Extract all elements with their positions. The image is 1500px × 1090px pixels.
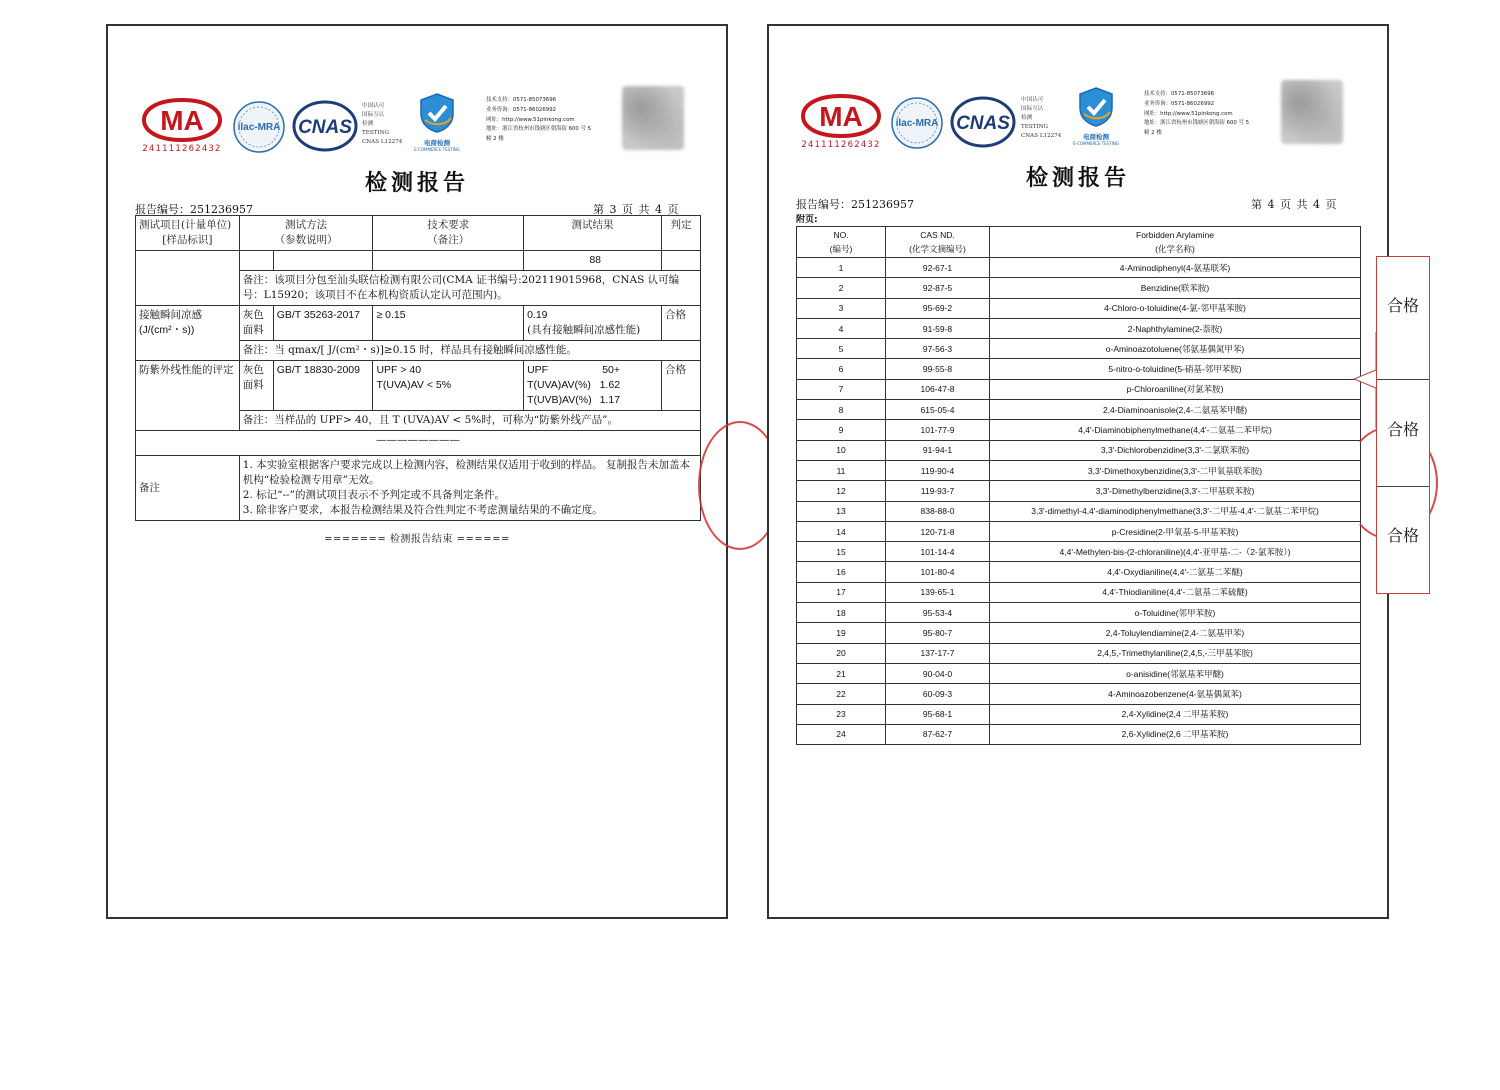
cell-no: 17: [797, 582, 886, 602]
cell-no: 13: [797, 501, 886, 521]
cma-number: 241111262432: [142, 144, 222, 154]
cma-logo: [142, 98, 222, 156]
remarks-row: 备注 1. 本实验室根据客户要求完成以上检测内容，检测结果仅适用于收到的样品。 复制报告未加盖本机构“检验检测专用章”无效。 2. 标记“--”的测试项目表示不予判定或不具备判定条件。 3. 除非客户要求，本报告检测结果及符合性判定不考虑测量结果的不确定度。: [136, 456, 701, 521]
qr-code: [622, 86, 684, 150]
contact-info: 技术支持：0571-85073696 业务咨询：0571-86026992 网址：http://www.51pinkong.com 地址：浙江省杭州市钱塘区朝海街 600 号 5 幢 2 楼: [486, 97, 592, 143]
table-row: [797, 521, 1361, 541]
pass-label: 合格: [1386, 420, 1419, 439]
cell-name: 2,6-Xylidine(2,6 二甲基苯胺): [990, 724, 1361, 744]
cell-name: 3,3'-Dimethoxybenzidine(3,3'-二甲氧基联苯胺): [990, 460, 1361, 480]
table-row: [797, 481, 1361, 501]
table-row-blank: ————————: [136, 431, 701, 456]
cell-no: 20: [797, 643, 886, 663]
cell-name: o-Aminoazotoluene(邻氨基偶氮甲苯): [990, 339, 1361, 359]
report-header: [108, 26, 726, 186]
appendix-label: 附页:: [796, 215, 818, 225]
test-results-table: [135, 215, 701, 521]
report-page-3: [106, 24, 728, 919]
page-title: 检测报告: [1025, 165, 1130, 191]
report-page-4: [767, 24, 1389, 919]
cell-no: 18: [797, 603, 886, 623]
cell-cas: 106-47-8: [886, 379, 990, 399]
cell-name: p-Cresidine(2-甲氧基-5-甲基苯胺): [990, 521, 1361, 541]
cell-name: o-Toluidine(邻甲苯胺): [990, 603, 1361, 623]
annotation-divider: [1377, 379, 1429, 380]
table-row-note: 备注：当样品的 UPF> 40，且 T (UVA)AV < 5%时，可称为“防紫外线产品”。: [136, 411, 701, 431]
cell-no: 8: [797, 400, 886, 420]
cell-cas: 97-56-3: [886, 339, 990, 359]
cell-cas: 95-69-2: [886, 298, 990, 318]
table-row: [797, 420, 1361, 440]
table-row: [797, 643, 1361, 663]
cell-cas: 90-04-0: [886, 663, 990, 683]
cell-no: 10: [797, 440, 886, 460]
cell-name: o-anisidine(邻氨基苯甲醚): [990, 663, 1361, 683]
cell-no: 7: [797, 379, 886, 399]
svg-text:CNAS: CNAS: [956, 113, 1010, 134]
cell-no: 2: [797, 278, 886, 298]
table-row: [797, 542, 1361, 562]
shield-check-icon: [417, 92, 457, 134]
page-number: 第 3 页 共 4 页: [593, 203, 679, 216]
arylamine-table: [796, 226, 1361, 745]
table-row: [797, 258, 1361, 278]
cell-cas: 91-59-8: [886, 318, 990, 338]
cell-name: 4-Chloro-o-toluidine(4-氯-邻甲基苯胺): [990, 298, 1361, 318]
ecommerce-testing-logo: 电商检测 E-COMMERCE TESTING: [406, 92, 468, 152]
cell-cas: 139-65-1: [886, 582, 990, 602]
table-row: [797, 663, 1361, 683]
header-judgement: 判定: [662, 216, 701, 251]
cell-cas: 137-17-7: [886, 643, 990, 663]
cell-cas: 838-88-0: [886, 501, 990, 521]
cell-no: 9: [797, 420, 886, 440]
cell-name: 4,4'-Oxydianiline(4,4'-二氨基二苯醚): [990, 562, 1361, 582]
cell-name: 5-nitro-o-toluidine(5-硝基-邻甲苯胺): [990, 359, 1361, 379]
cell-name: Benzidine(联苯胺): [990, 278, 1361, 298]
cell-cas: 101-77-9: [886, 420, 990, 440]
shield-check-icon: [1076, 86, 1116, 128]
cell-name: 3,3'-dimethyl-4,4'-diaminodiphenylmethane(3,3'-二甲基-4,4'-二氨基二苯甲烷): [990, 501, 1361, 521]
cma-logo: [801, 94, 881, 152]
page-title: 检测报告: [364, 170, 469, 196]
table-header: [136, 216, 701, 251]
cell-name: 3,3'-Dichlorobenzidine(3,3'-二氯联苯胺): [990, 440, 1361, 460]
cell-no: 24: [797, 724, 886, 744]
pass-annotation-box: [1376, 256, 1430, 594]
table-row: [797, 603, 1361, 623]
cell-name: 4,4'-Diaminobiphenylmethane(4,4'-二氨基二苯甲烷): [990, 420, 1361, 440]
table-row: [797, 501, 1361, 521]
table-row: [797, 339, 1361, 359]
header-result: 测试结果: [524, 216, 662, 251]
ilac-mra-logo: [232, 100, 286, 154]
cell-cas: 101-14-4: [886, 542, 990, 562]
cell-no: 6: [797, 359, 886, 379]
table-row: [797, 704, 1361, 724]
cell-cas: 119-90-4: [886, 460, 990, 480]
cell-no: 14: [797, 521, 886, 541]
svg-text:CNAS: CNAS: [298, 117, 352, 138]
cell-cas: 95-80-7: [886, 623, 990, 643]
cnas-text: 中国认可 国际互认 检测 TESTING CNAS L12274: [1021, 97, 1062, 139]
cma-icon: [801, 94, 881, 138]
cell-no: 3: [797, 298, 886, 318]
pass-label: 合格: [1386, 296, 1419, 315]
cell-cas: 120-71-8: [886, 521, 990, 541]
svg-text:ilac-MRA: ilac-MRA: [895, 118, 939, 129]
cnas-logo: [292, 100, 358, 152]
cell-no: 16: [797, 562, 886, 582]
table-row: [797, 440, 1361, 460]
header-requirement: 技术要求 （备注）: [373, 216, 524, 251]
page-number: 第 4 页 共 4 页: [1251, 198, 1337, 211]
cell-cas: 95-53-4: [886, 603, 990, 623]
table-header: NO. (编号) CAS ND. (化学文摘编号) Forbidden Arylamine (化学名称): [797, 227, 1361, 258]
uv-item: 防紫外线性能的评定: [136, 361, 240, 431]
cell-no: 12: [797, 481, 886, 501]
table-row-note: 备注：该项目分包至汕头联信检测有限公司(CMA 证书编号:202119015968，CNAS 认可编号：L15920；该项目不在本机构资质认定认可范围内)。: [136, 271, 701, 306]
table-row: [797, 684, 1361, 704]
contact-info: 技术支持：0571-85073696 业务咨询：0571-86026992 网址：http://www.51pinkong.com 地址：浙江省杭州市钱塘区朝海街 600 号 5 幢 2 楼: [1144, 91, 1250, 137]
cell-cas: 91-94-1: [886, 440, 990, 460]
ecommerce-testing-logo: 电商检测 E-COMMERCE TESTING: [1065, 86, 1127, 146]
table-row: [797, 318, 1361, 338]
cell-name: 2,4-Diaminoanisole(2,4-二氨基苯甲醚): [990, 400, 1361, 420]
cell-no: 21: [797, 663, 886, 683]
cell-no: 1: [797, 258, 886, 278]
table-row: [797, 379, 1361, 399]
cell-name: 2,4-Xylidine(2,4 二甲基苯胺): [990, 704, 1361, 724]
svg-text:MA: MA: [819, 101, 863, 132]
cell-cas: 60-09-3: [886, 684, 990, 704]
table-row: [797, 460, 1361, 480]
cell-name: 4,4'-Thiodianiline(4,4'-二氨基二苯硫醚): [990, 582, 1361, 602]
table-row: [797, 562, 1361, 582]
table-row: [797, 623, 1361, 643]
table-row: 88: [136, 251, 701, 271]
cell-name: 2,4-Toluylendiamine(2,4-二氨基甲苯): [990, 623, 1361, 643]
cell-no: 22: [797, 684, 886, 704]
cell-no: 5: [797, 339, 886, 359]
cell-cas: 101-80-4: [886, 562, 990, 582]
cma-number: 241111262432: [801, 140, 881, 150]
cell-no: 23: [797, 704, 886, 724]
cell-cas: 119-93-7: [886, 481, 990, 501]
table-row: [797, 582, 1361, 602]
cnas-text: 中国认可 国际互认 检测 TESTING CNAS L12274: [362, 103, 403, 145]
cnas-logo: [950, 96, 1016, 148]
svg-text:ilac-MRA: ilac-MRA: [237, 122, 281, 133]
report-end: ======= 检测报告结束 ======: [324, 534, 510, 545]
qr-code: [1281, 80, 1343, 144]
ilac-mra-logo: [890, 96, 944, 150]
annotation-divider: [1377, 486, 1429, 487]
svg-text:MA: MA: [160, 105, 204, 136]
cell-name: 4-Aminodiphenyl(4-氨基联苯): [990, 258, 1361, 278]
cell-name: p-Chloroaniline(对氯苯胺): [990, 379, 1361, 399]
table-row: 接触瞬间凉感 (J/(cm²・s)) 灰色面料 GB/T 35263-2017 ≥ 0.15 0.19 (具有接触瞬间凉感性能) 合格: [136, 306, 701, 341]
cell-name: 3,3'-Dimethylbenzidine(3,3'-二甲基联苯胺): [990, 481, 1361, 501]
callout-pointer: [1352, 330, 1378, 430]
table-row: 防紫外线性能的评定 灰色面料 GB/T 18830-2009 UPF > 40 T(UVA)AV < 5% UPF 50+ T(UVA)AV(%) 1.62 T(UVB)AV(%) 1.17 合格: [136, 361, 701, 411]
table-row: [797, 400, 1361, 420]
cell-cas: 615-05-4: [886, 400, 990, 420]
table-row: [797, 724, 1361, 744]
cell-cas: 99-55-8: [886, 359, 990, 379]
pass-label: 合格: [1386, 526, 1419, 545]
header-item: 测试项目(计量单位) [样品标识]: [136, 216, 240, 251]
cell-cas: 92-87-5: [886, 278, 990, 298]
cell-name: 4-Aminoazobenzene(4-氨基偶氮苯): [990, 684, 1361, 704]
cell-cas: 92-67-1: [886, 258, 990, 278]
cell-name: 2,4,5,-Trimethylaniline(2,4,5,-三甲基苯胺): [990, 643, 1361, 663]
cell-no: 19: [797, 623, 886, 643]
report-number: 报告编号：251236957: [796, 198, 914, 211]
cell-name: 2-Naphthylamine(2-萘胺): [990, 318, 1361, 338]
cell-no: 15: [797, 542, 886, 562]
cell-no: 4: [797, 318, 886, 338]
table-row: [797, 298, 1361, 318]
report-number: 报告编号：251236957: [135, 203, 253, 216]
cell-cas: 87-62-7: [886, 724, 990, 744]
cell-no: 11: [797, 460, 886, 480]
cell-cas: 95-68-1: [886, 704, 990, 724]
table-row: [797, 359, 1361, 379]
cma-icon: [142, 98, 222, 142]
table-row-note: 备注：当 qmax/[ J/(cm²・s)]≥0.15 时，样品具有接触瞬间凉感性能。: [136, 341, 701, 361]
cooling-item: 接触瞬间凉感 (J/(cm²・s)): [136, 306, 240, 361]
table-row: [797, 278, 1361, 298]
header-method: 测试方法 （参数说明）: [239, 216, 373, 251]
cell-name: 4,4'-Methylen-bis-(2-chloraniline)(4,4'-亚甲基-二-（2-氯苯胺）): [990, 542, 1361, 562]
